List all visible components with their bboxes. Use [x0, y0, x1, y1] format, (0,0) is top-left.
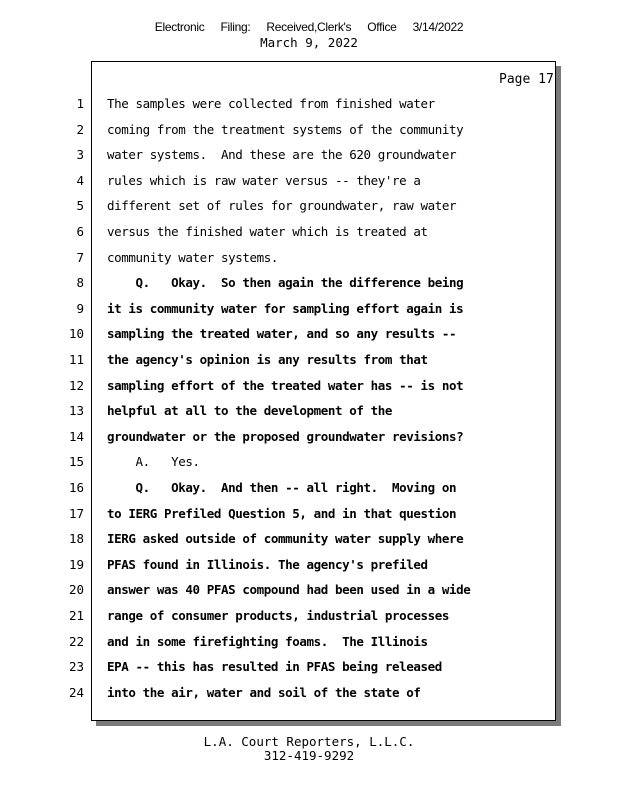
transcript-line: and in some firefighting foams. The Illinois	[107, 634, 428, 649]
transcript-line: the agency's opinion is any results from that	[107, 352, 428, 367]
line-number: 8	[76, 275, 84, 290]
transcript-line: water systems. And these are the 620 groundwater	[107, 147, 457, 162]
line-number: 18	[68, 531, 84, 546]
page-number: Page 17	[499, 72, 554, 87]
line-number: 14	[68, 429, 84, 444]
transcript-line: groundwater or the proposed groundwater revisions?	[107, 429, 464, 444]
transcript-line: into the air, water and soil of the state of	[107, 685, 421, 700]
line-number: 13	[68, 403, 84, 418]
hearing-date: March 9, 2022	[260, 35, 358, 50]
line-number: 5	[76, 198, 84, 213]
line-number: 23	[68, 659, 84, 674]
line-number: 17	[68, 506, 84, 521]
filing-stamp-part: 3/14/2022	[412, 20, 464, 34]
transcript-line: it is community water for sampling effort again is	[107, 301, 464, 316]
transcript-line: different set of rules for groundwater, raw water	[107, 198, 457, 213]
line-number: 20	[68, 582, 84, 597]
transcript-line: sampling effort of the treated water has -- is not	[107, 378, 464, 393]
transcript-line: Q. Okay. So then again the difference being	[107, 275, 464, 290]
transcript-line: community water systems.	[107, 250, 279, 265]
footer-company: L.A. Court Reporters, L.L.C.	[203, 734, 415, 749]
transcript-line: EPA -- this has resulted in PFAS being released	[107, 659, 442, 674]
transcript-line: PFAS found in Illinois. The agency's prefiled	[107, 557, 428, 572]
line-number: 7	[76, 250, 84, 265]
line-number: 10	[68, 326, 84, 341]
transcript-line: coming from the treatment systems of the community	[107, 122, 464, 137]
transcript-line: Q. Okay. And then -- all right. Moving on	[107, 480, 457, 495]
line-number: 4	[76, 173, 84, 188]
transcript-line: The samples were collected from finished water	[107, 96, 435, 111]
line-number: 21	[68, 608, 84, 623]
transcript-line: A. Yes.	[107, 454, 200, 469]
filing-stamp-part: Electronic	[154, 20, 205, 34]
transcript-line: versus the finished water which is treated at	[107, 224, 428, 239]
line-number: 12	[68, 378, 84, 393]
line-number: 19	[68, 557, 84, 572]
line-number: 2	[76, 122, 84, 137]
line-number: 9	[76, 301, 84, 316]
line-number: 11	[68, 352, 84, 367]
transcript-line: range of consumer products, industrial processes	[107, 608, 450, 623]
line-number: 1	[76, 96, 84, 111]
transcript-line: answer was 40 PFAS compound had been used in a wide	[107, 582, 471, 597]
filing-stamp	[0, 20, 618, 34]
transcript-line: to IERG Prefiled Question 5, and in that question	[107, 506, 457, 521]
filing-stamp-part: Filing:	[220, 20, 251, 34]
transcript-line: helpful at all to the development of the	[107, 403, 393, 418]
line-number: 16	[68, 480, 84, 495]
line-number: 24	[68, 685, 84, 700]
line-number: 3	[76, 147, 84, 162]
transcript-line: IERG asked outside of community water supply where	[107, 531, 464, 546]
transcript-line: rules which is raw water versus -- they're a	[107, 173, 421, 188]
line-number: 6	[76, 224, 84, 239]
transcript-line: sampling the treated water, and so any results --	[107, 326, 457, 341]
filing-stamp-part: Received,Clerk's	[266, 20, 352, 34]
line-number: 22	[68, 634, 84, 649]
footer-phone: 312-419-9292	[263, 748, 355, 763]
filing-stamp-part: Office	[367, 20, 397, 34]
line-number: 15	[68, 454, 84, 469]
